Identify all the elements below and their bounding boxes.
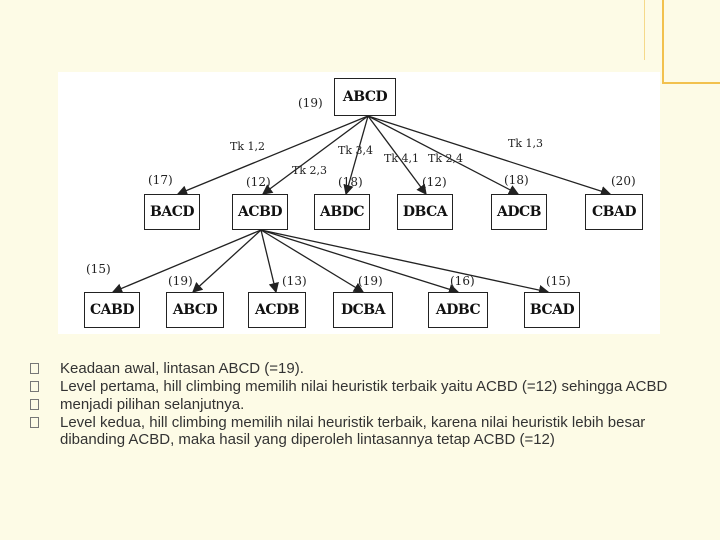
node-l1-adcb: ADCB bbox=[491, 194, 547, 230]
edge-label: Tk 1,2 bbox=[230, 140, 265, 153]
node-l1-value: (18) bbox=[338, 175, 363, 189]
bullet-icon bbox=[30, 381, 39, 392]
bullet-item bbox=[30, 414, 710, 448]
node-l2-value: (16) bbox=[450, 274, 475, 288]
bullet-item bbox=[30, 378, 710, 395]
node-l1-value: (12) bbox=[246, 175, 271, 189]
node-l2-cabd: CABD bbox=[84, 292, 140, 328]
decorative-line bbox=[644, 0, 645, 60]
bullet-text: Level kedua, hill climbing memilih nilai heuristik terbaik, karena nilai heuristik lebih besar dibanding ACBD, maka hasil yang diperoleh lintasannya tetap ACBD (=12) bbox=[60, 414, 646, 448]
node-l2-acdb: ACDB bbox=[248, 292, 306, 328]
decorative-line bbox=[662, 82, 720, 84]
node-l2-abcd: ABCD bbox=[166, 292, 224, 328]
node-l1-acbd: ACBD bbox=[232, 194, 288, 230]
bullet-text: Level pertama, hill climbing memilih nilai heuristik terbaik yaitu ACBD (=12) sehingga ACBD bbox=[60, 378, 668, 395]
bullet-icon bbox=[30, 417, 39, 428]
node-l2-value: (19) bbox=[358, 274, 383, 288]
node-l2-bcad: BCAD bbox=[524, 292, 580, 328]
node-l2-adbc: ADBC bbox=[428, 292, 488, 328]
edge-label: Tk 1,3 bbox=[508, 137, 543, 150]
node-root-value: (19) bbox=[298, 96, 323, 110]
edge-label: Tk 2,4 bbox=[428, 152, 463, 165]
bullet-icon bbox=[30, 363, 39, 374]
edge-acbd-acdb bbox=[261, 230, 276, 292]
bullet-text: menjadi pilihan selanjutnya. bbox=[60, 396, 245, 413]
search-tree-diagram bbox=[58, 72, 660, 334]
node-l1-bacd: BACD bbox=[144, 194, 200, 230]
node-l1-cbad: CBAD bbox=[585, 194, 643, 230]
edge-label: Tk 3,4 bbox=[338, 144, 373, 157]
node-l2-value: (19) bbox=[168, 274, 193, 288]
node-l1-abdc: ABDC bbox=[314, 194, 370, 230]
edge-acbd-abcd bbox=[193, 230, 261, 292]
node-l1-value: (17) bbox=[148, 173, 173, 187]
node-l2-dcba: DCBA bbox=[333, 292, 393, 328]
decorative-line bbox=[662, 0, 664, 84]
bullet-list bbox=[30, 360, 710, 448]
bullet-text: Keadaan awal, lintasan ABCD (=19). bbox=[60, 360, 304, 377]
edge-label: Tk 2,3 bbox=[292, 164, 327, 177]
node-l2-value: (15) bbox=[546, 274, 571, 288]
node-l1-value: (20) bbox=[611, 174, 636, 188]
edge-label: Tk 4,1 bbox=[384, 152, 419, 165]
node-l1-dbca: DBCA bbox=[397, 194, 453, 230]
bullet-item bbox=[30, 360, 710, 377]
node-root: ABCD bbox=[334, 78, 396, 116]
bullet-icon bbox=[30, 399, 39, 410]
node-l2-value: (15) bbox=[86, 262, 111, 276]
bullet-item bbox=[30, 396, 710, 413]
edge-acbd-dcba bbox=[261, 230, 363, 292]
node-l1-value: (12) bbox=[422, 175, 447, 189]
node-l1-value: (18) bbox=[504, 173, 529, 187]
node-l2-value: (13) bbox=[282, 274, 307, 288]
